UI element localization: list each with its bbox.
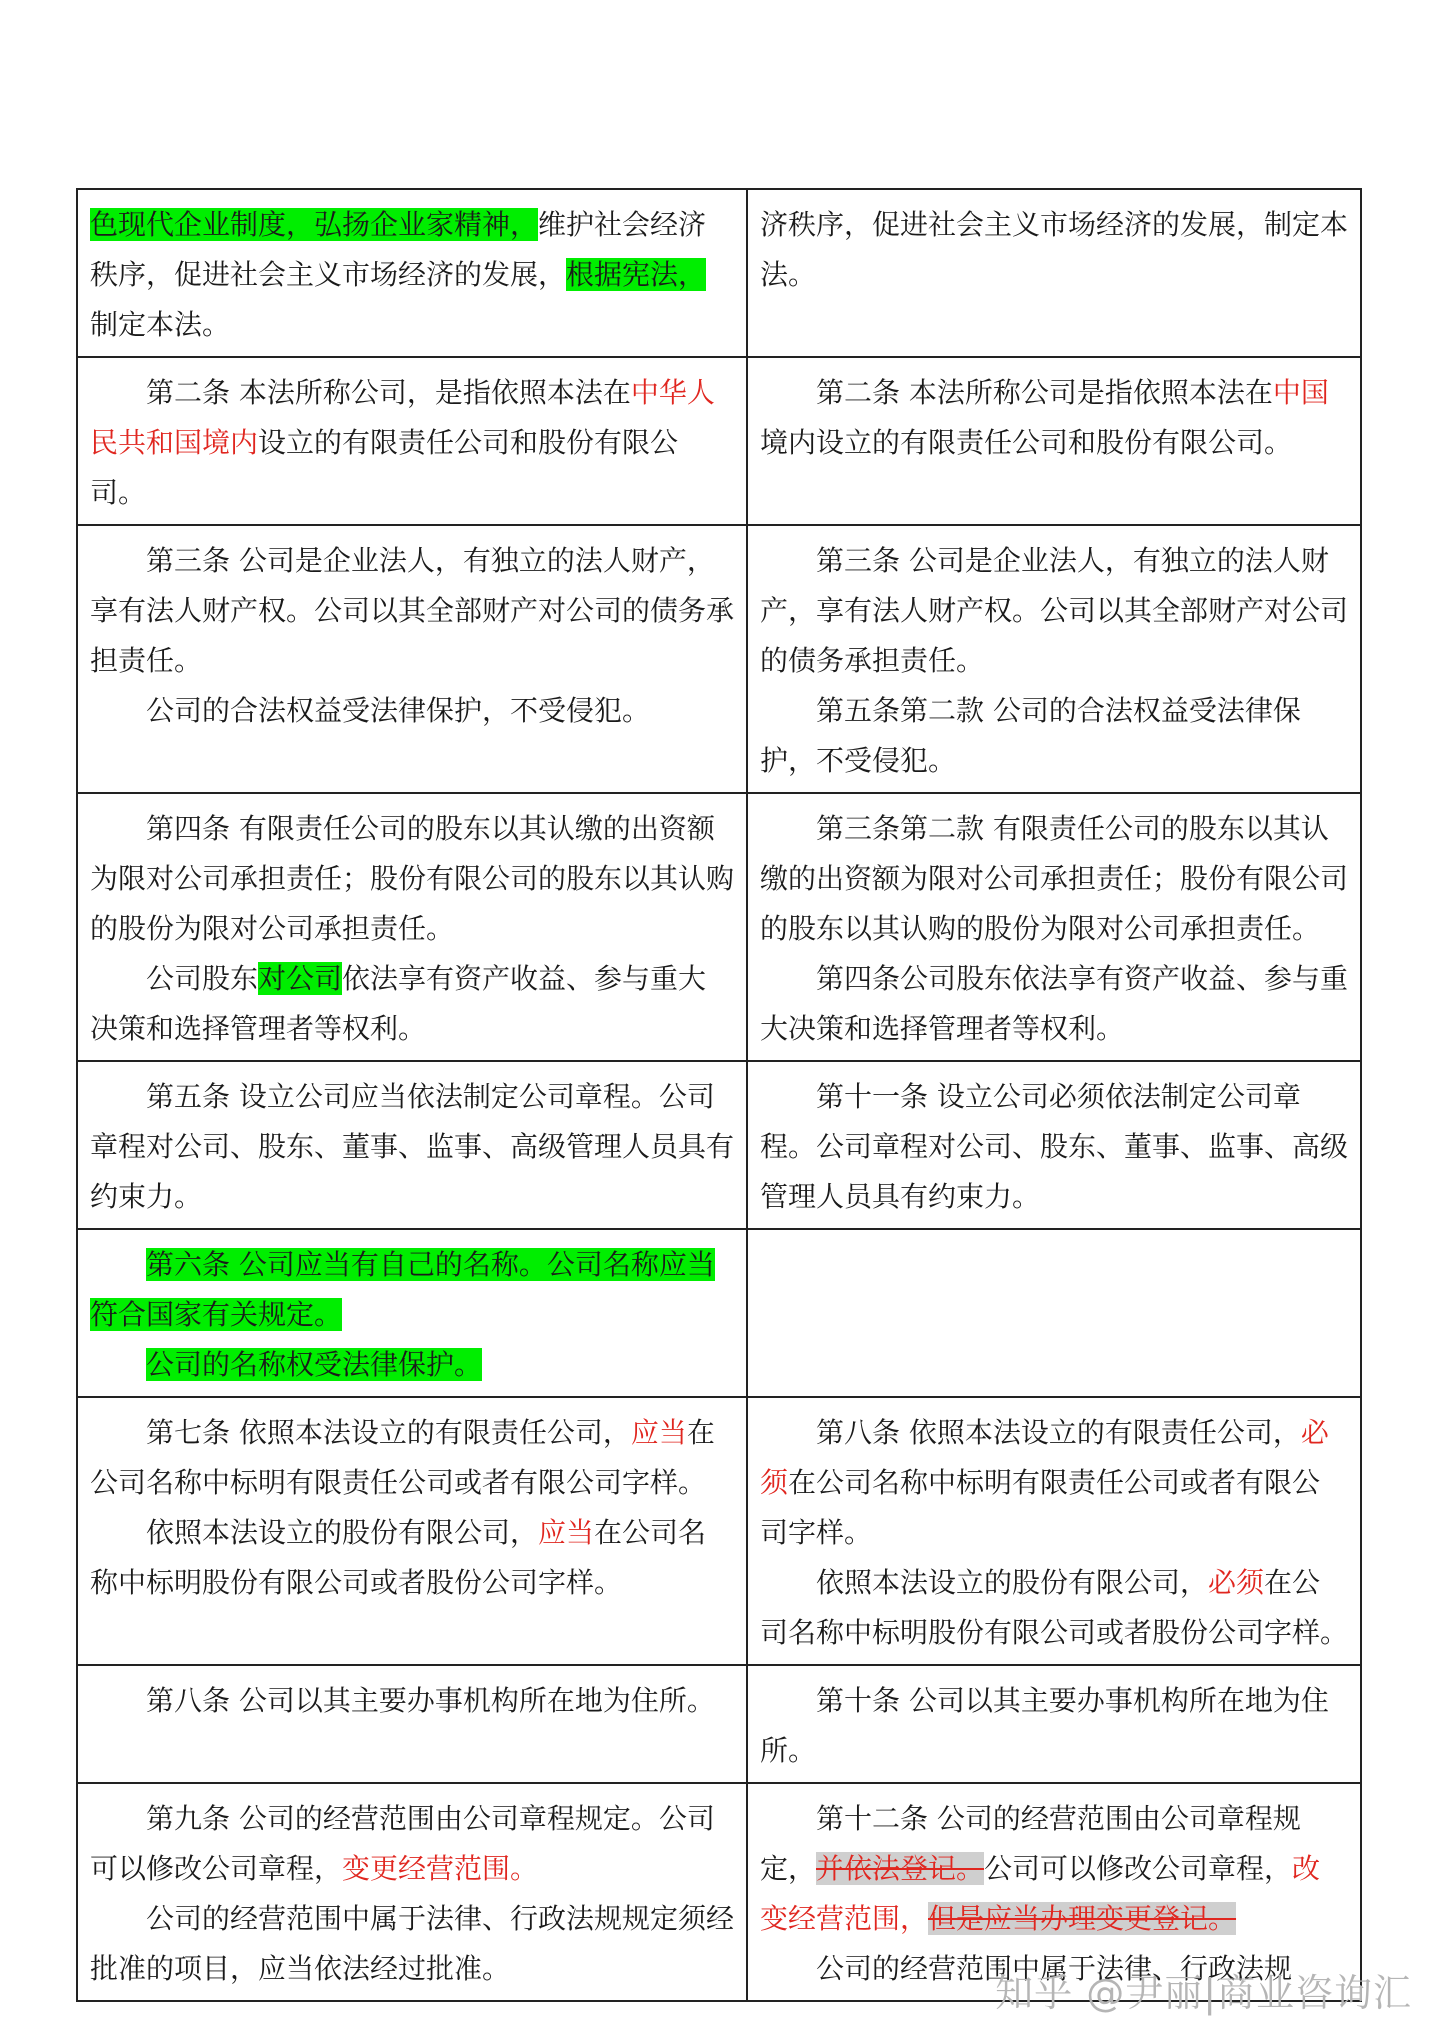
new-law-cell xyxy=(77,793,747,1061)
new-law-cell xyxy=(77,1783,747,2001)
clause-paragraph xyxy=(760,1676,1348,1776)
old-law-cell xyxy=(747,1061,1361,1229)
clause-paragraph xyxy=(760,804,1348,954)
text-run: 第八条 公司以其主要办事机构所在地为住所。 xyxy=(146,1684,715,1717)
old-law-cell xyxy=(747,1397,1361,1665)
text-run: 依照本法设立的股份有限公司， xyxy=(146,1516,539,1549)
text-run: 公司的经营范围中属于法律、行政法规 xyxy=(816,1952,1293,1985)
table-row xyxy=(77,357,1361,525)
old-law-cell xyxy=(747,1229,1361,1397)
comparison-table-body xyxy=(77,189,1361,2001)
clause-paragraph xyxy=(760,1072,1348,1222)
text-run: 维护社会经济秩序，促进社会主义市场经济的发展， xyxy=(90,208,707,291)
text-run: 第八条 依照本法设立的有限责任公司， xyxy=(816,1416,1301,1449)
text-run: 第三条第二款 有限责任公司的股东以其认缴的出资额为限对公司承担责任；股份有限公司的股东以其认购的股份为限对公司承担责任。 xyxy=(760,812,1349,945)
highlighted-text: 第六条 公司应当有自己的名称。公司名称应当符合国家有关规定。 xyxy=(90,1248,715,1331)
clause-paragraph xyxy=(90,1072,734,1222)
old-law-cell xyxy=(747,357,1361,525)
table-row xyxy=(77,793,1361,1061)
deleted-text: 并依法登记。 xyxy=(816,1852,985,1885)
changed-text: 应当 xyxy=(630,1416,687,1449)
table-row xyxy=(77,1061,1361,1229)
highlighted-text: 公司的名称权受法律保护。 xyxy=(146,1348,483,1381)
text-run: 第十二条 公司的经营范围由公司章程规定， xyxy=(760,1802,1301,1885)
changed-text: 变更经营范围。 xyxy=(342,1852,539,1885)
changed-text: 中华人民共和国境内 xyxy=(90,376,715,459)
text-run: 第九条 公司的经营范围由公司章程规定。公司可以修改公司章程， xyxy=(90,1802,715,1885)
text-run: 第二条 本法所称公司是指依照本法在 xyxy=(816,376,1273,409)
clause-paragraph xyxy=(90,1408,734,1508)
text-run: 设立的有限责任公司和股份有限公司。 xyxy=(90,426,679,509)
highlighted-text: 根据宪法， xyxy=(566,258,707,291)
clause-paragraph xyxy=(760,1408,1348,1558)
text-run: 第三条 公司是企业法人，有独立的法人财产，享有法人财产权。公司以其全部财产对公司的债务承担责任。 xyxy=(760,544,1349,677)
text-run: 第十条 公司以其主要办事机构所在地为住所。 xyxy=(760,1684,1329,1767)
new-law-cell xyxy=(77,1061,747,1229)
clause-paragraph xyxy=(90,536,734,686)
old-law-cell xyxy=(747,793,1361,1061)
clause-paragraph xyxy=(760,368,1348,468)
new-law-cell xyxy=(77,1229,747,1397)
text-run: 济秩序，促进社会主义市场经济的发展，制定本法。 xyxy=(760,208,1349,291)
text-run: 公司的经营范围中属于法律、行政法规规定须经批准的项目，应当依法经过批准。 xyxy=(90,1902,735,1985)
text-run: 公司的合法权益受法律保护，不受侵犯。 xyxy=(146,694,651,727)
clause-paragraph xyxy=(90,368,734,518)
changed-text: 中国 xyxy=(1272,376,1329,409)
clause-paragraph xyxy=(90,954,734,1054)
clause-paragraph xyxy=(760,686,1348,786)
clause-paragraph xyxy=(90,1508,734,1608)
old-law-cell xyxy=(747,1665,1361,1783)
clause-paragraph xyxy=(760,200,1348,300)
text-run: 第五条第二款 公司的合法权益受法律保护，不受侵犯。 xyxy=(760,694,1301,777)
text-run: 在公司名称中标明有限责任公司或者有限公司字样。 xyxy=(90,1416,715,1499)
clause-paragraph xyxy=(90,804,734,954)
deleted-text: 但是应当办理变更登记。 xyxy=(928,1902,1237,1935)
clause-paragraph xyxy=(90,1794,734,1894)
clause-paragraph xyxy=(90,686,734,736)
text-run: 境内设立的有限责任公司和股份有限公司。 xyxy=(760,426,1293,459)
text-run: 在公司名称中标明股份有限公司或者股份公司字样。 xyxy=(760,1566,1349,1649)
table-row xyxy=(77,1665,1361,1783)
new-law-cell xyxy=(77,1397,747,1665)
text-run: 第四条公司股东依法享有资产收益、参与重大决策和选择管理者等权利。 xyxy=(760,962,1349,1045)
changed-text: 改变经营范围， xyxy=(760,1852,1321,1935)
text-run: 第五条 设立公司应当依法制定公司章程。公司章程对公司、股东、董事、监事、高级管理人员具有约束力。 xyxy=(90,1080,735,1213)
clause-paragraph xyxy=(760,1794,1348,1944)
clause-paragraph xyxy=(760,954,1348,1054)
text-run: 制定本法。 xyxy=(90,308,231,341)
watermark: 知乎 @尹丽|商业咨询汇 xyxy=(995,1971,1412,2015)
table-row xyxy=(77,1397,1361,1665)
new-law-cell xyxy=(77,1665,747,1783)
text-run: 第七条 依照本法设立的有限责任公司， xyxy=(146,1416,631,1449)
table-row xyxy=(77,1229,1361,1397)
text-run: 依法享有资产收益、参与重大决策和选择管理者等权利。 xyxy=(90,962,707,1045)
comparison-table xyxy=(76,188,1362,2002)
new-law-cell xyxy=(77,357,747,525)
text-run: 第二条 本法所称公司，是指依照本法在 xyxy=(146,376,631,409)
old-law-cell xyxy=(747,525,1361,793)
changed-text: 必须 xyxy=(760,1416,1329,1499)
table-row xyxy=(77,189,1361,357)
text-run: 第十一条 设立公司必须依法制定公司章程。公司章程对公司、股东、董事、监事、高级管理人员具有约束力。 xyxy=(760,1080,1349,1213)
new-law-cell xyxy=(77,189,747,357)
text-run: 在公司名称中标明股份有限公司或者股份公司字样。 xyxy=(90,1516,707,1599)
clause-paragraph xyxy=(90,1894,734,1994)
highlighted-text: 对公司 xyxy=(258,962,343,995)
clause-paragraph xyxy=(90,1240,734,1340)
clause-paragraph xyxy=(760,1558,1348,1658)
highlighted-text: 色现代企业制度，弘扬企业家精神， xyxy=(90,208,539,241)
text-run: 在公司名称中标明有限责任公司或者有限公司字样。 xyxy=(760,1466,1321,1549)
text-run: 依照本法设立的股份有限公司， xyxy=(816,1566,1209,1599)
new-law-cell xyxy=(77,525,747,793)
text-run: 公司股东 xyxy=(146,962,259,995)
clause-paragraph xyxy=(90,1340,734,1390)
text-run: 公司可以修改公司章程， xyxy=(984,1852,1293,1885)
text-run: 第三条 公司是企业法人，有独立的法人财产，享有法人财产权。公司以其全部财产对公司的债务承担责任。 xyxy=(90,544,735,677)
text-run: 第四条 有限责任公司的股东以其认缴的出资额为限对公司承担责任；股份有限公司的股东以其认购的股份为限对公司承担责任。 xyxy=(90,812,735,945)
changed-text: 应当 xyxy=(538,1516,595,1549)
clause-paragraph xyxy=(90,200,734,350)
old-law-cell xyxy=(747,189,1361,357)
clause-paragraph xyxy=(760,536,1348,686)
table-row xyxy=(77,525,1361,793)
clause-paragraph xyxy=(90,1676,734,1726)
changed-text: 必须 xyxy=(1208,1566,1265,1599)
